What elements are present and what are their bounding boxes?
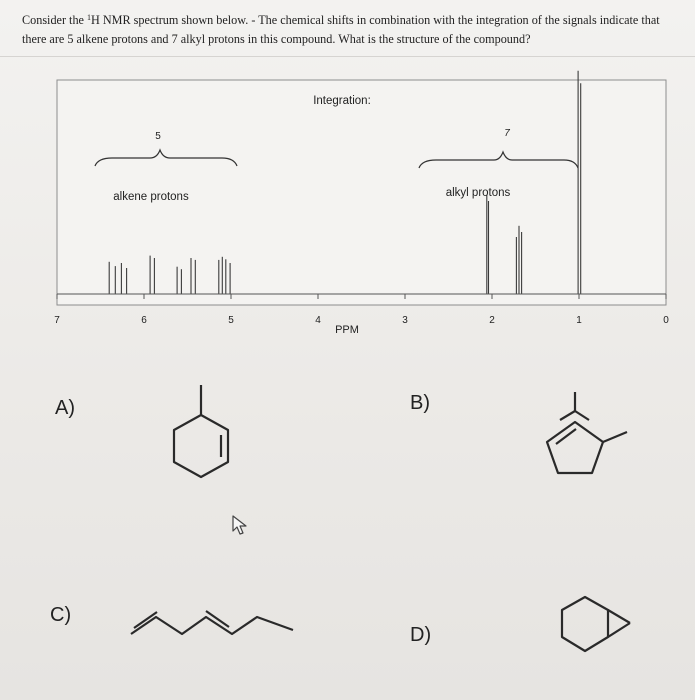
structure-b-side-bond — [603, 432, 627, 442]
x-tick-label-5: 5 — [228, 315, 234, 326]
structure-b-top-bond-2 — [560, 411, 575, 420]
question-prefix: Consider the — [22, 13, 87, 27]
option-a-label[interactable]: A) — [55, 397, 75, 419]
structure-c-double-bond-2 — [206, 611, 229, 627]
alkyl-integration-value: 7 — [504, 128, 510, 139]
x-tick-label-2: 2 — [489, 315, 495, 326]
question-superscript: 1 — [87, 13, 91, 22]
x-tick-label-3: 3 — [402, 315, 408, 326]
alkyl-group-label: alkyl protons — [445, 187, 511, 199]
x-tick-label-7: 7 — [54, 315, 60, 326]
structure-b-top-bond-3 — [575, 411, 589, 420]
mouse-cursor-icon — [233, 516, 246, 534]
x-tick-label-4: 4 — [315, 315, 321, 326]
structure-b-ring — [547, 422, 603, 473]
option-c-label[interactable]: C) — [50, 604, 72, 626]
structure-c-double-bond-1 — [134, 612, 157, 628]
structure-b-methylcyclopentene[interactable] — [547, 392, 627, 473]
structure-d-cyclopropane-bond-2 — [608, 623, 630, 637]
structure-d-cyclopropane-bond-1 — [608, 610, 630, 623]
x-axis-label: PPM — [335, 324, 359, 336]
structure-c-chain — [131, 617, 293, 634]
alkene-group-label: alkene protons — [113, 191, 189, 203]
option-d-label[interactable]: D) — [410, 624, 432, 646]
structure-a-ring — [174, 415, 228, 477]
x-tick-label-1: 1 — [576, 315, 582, 326]
x-tick-label-0: 0 — [663, 315, 669, 326]
structure-d-hexagon — [562, 597, 608, 651]
structure-c-diene-chain[interactable] — [131, 611, 293, 634]
option-b-label[interactable]: B) — [410, 392, 430, 414]
x-tick-label-6: 6 — [141, 315, 147, 326]
alkene-integration-value: 5 — [155, 131, 161, 142]
structure-a-methylenecyclohexane[interactable] — [174, 385, 228, 477]
structure-d-bicyclic[interactable] — [562, 597, 630, 651]
structure-b-double-bond — [556, 429, 576, 444]
question-body: H NMR spectrum shown below. - The chemical shifts in combination with the integration of the signals indicate that there are 5 alkene protons and 7 alkyl protons in this compound. What is the structure of the compound? — [22, 13, 660, 46]
mouse-cursor — [233, 516, 246, 534]
integration-title: Integration: — [313, 95, 371, 107]
